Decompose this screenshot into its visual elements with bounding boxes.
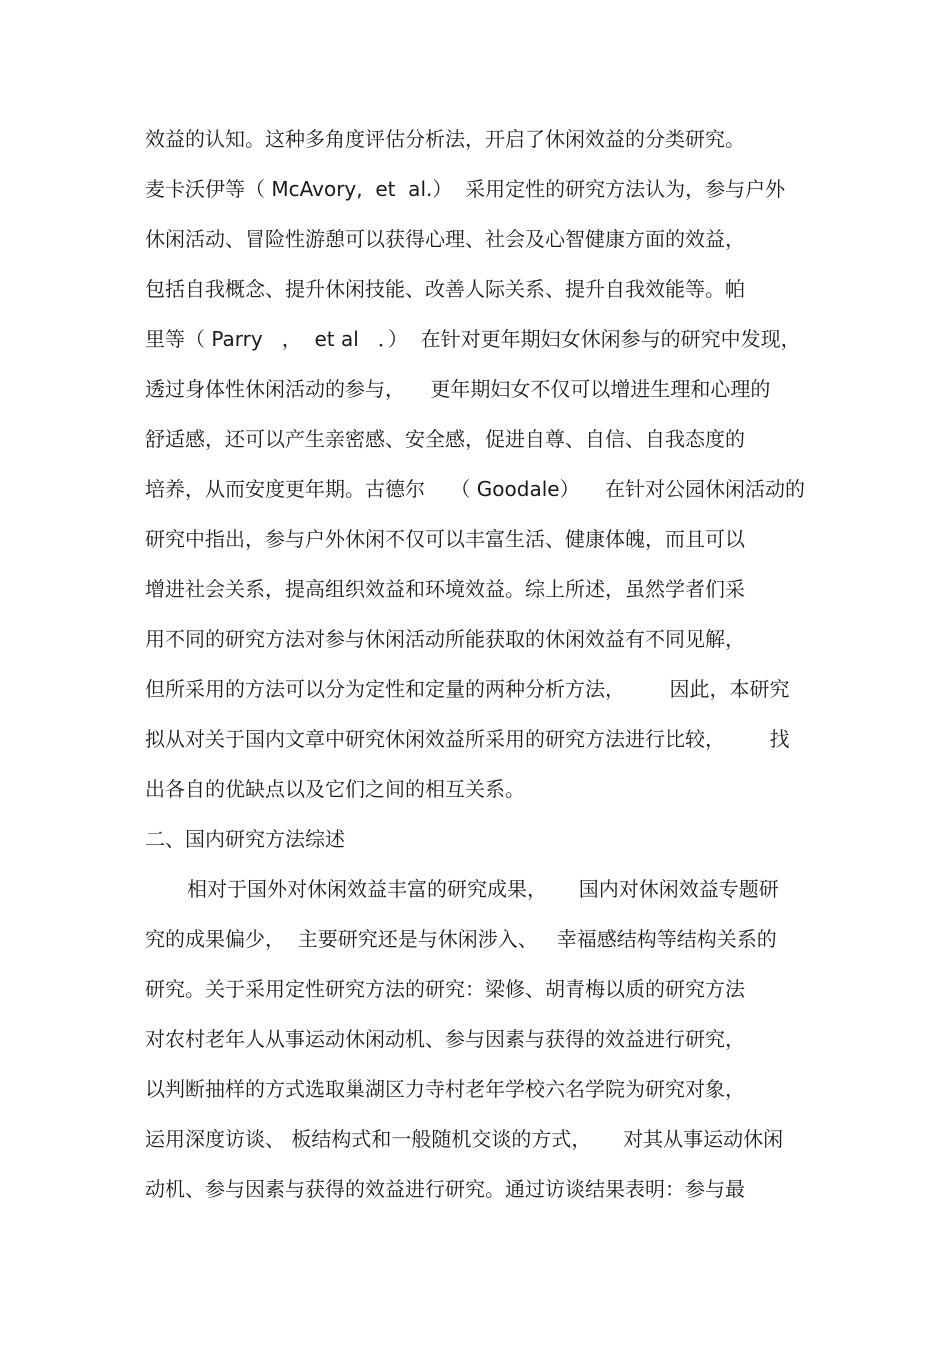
paragraph-line: 拟从对关于国内文章中研究休闲效益所采用的研究方法进行比较， 找 [145,727,790,751]
paragraph-line: 研究中指出，参与户外休闲不仅可以丰富生活、健康体魄，而且可以 [145,527,745,551]
paragraph-line: 动机、参与因素与获得的效益进行研究。通过访谈结果表明：参与最 [145,1177,745,1201]
paragraph-line: 里等（ Parry ， et al ．） 在针对更年期妇女休闲参与的研究中发现， [145,327,801,351]
paragraph-line: 舒适感，还可以产生亲密感、安全感，促进自尊、自信、自我态度的 [145,427,745,451]
paragraph-line: 透过身体性休闲活动的参与， 更年期妇女不仅可以增进生理和心理的 [145,377,771,401]
paragraph-line: 但所采用的方法可以分为定性和定量的两种分析方法， 因此，本研究 [145,677,790,701]
section-heading: 二、国内研究方法综述 [145,827,345,851]
paragraph-line: 相对于国外对休闲效益丰富的研究成果， 国内对休闲效益专题研 [187,877,779,901]
body-text [145,119,845,1219]
paragraph-line: 运用深度访谈、 板结构式和一般随机交谈的方式， 对其从事运动休闲 [145,1127,784,1151]
paragraph-line: 以判断抽样的方式选取巢湖区力寺村老年学校六名学院为研究对象， [145,1077,745,1101]
paragraph-line: 对农村老年人从事运动休闲动机、参与因素与获得的效益进行研究， [145,1027,745,1051]
paragraph-line: 研究。关于采用定性研究方法的研究：梁修、胡青梅以质的研究方法 [145,977,745,1001]
paragraph-line: 麦卡沃伊等（ McAvory, et al.） 采用定性的研究方法认为，参与户外 [145,177,786,201]
paragraph-line: 效益的认知。这种多角度评估分析法，开启了休闲效益的分类研究。 [145,127,745,151]
paragraph-line: 出各自的优缺点以及它们之间的相互关系。 [145,777,525,801]
paragraph-line: 用不同的研究方法对参与休闲活动所能获取的休闲效益有不同见解， [145,627,745,651]
paragraph-line: 休闲活动、冒险性游憩可以获得心理、社会及心智健康方面的效益， [145,227,745,251]
paragraph-line: 增进社会关系，提高组织效益和环境效益。综上所述，虽然学者们采 [145,577,745,601]
paragraph-line: 包括自我概念、提升休闲技能、改善人际关系、提升自我效能等。帕 [145,277,745,301]
paragraph-line: 究的成果偏少， 主要研究还是与休闲涉入、 幸福感结构等结构关系的 [145,927,777,951]
paragraph-line: 培养，从而安度更年期。古德尔 （ Goodale） 在针对公园休闲活动的 [145,477,805,501]
